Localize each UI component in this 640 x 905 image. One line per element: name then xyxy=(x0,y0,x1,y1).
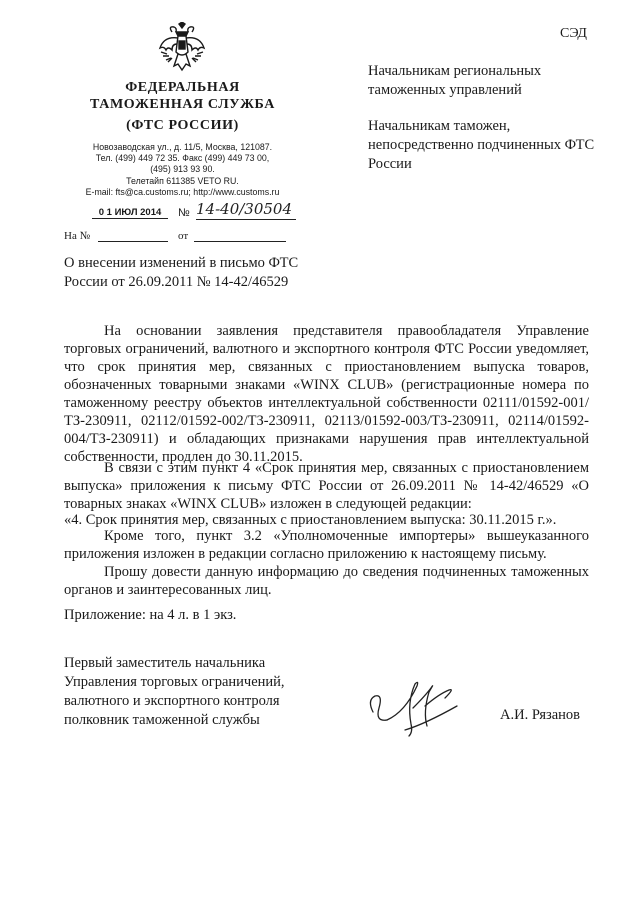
body-paragraph-4: Кроме того, пункт 3.2 «Уполномоченные импортеры» вышеуказанного приложения изложен в редакции согласно приложению к настоящему письму. xyxy=(64,528,589,562)
reference-number-blank xyxy=(98,241,168,242)
signer-position-line: Управления торговых ограничений, xyxy=(64,674,285,690)
addressee-customs: Начальникам таможен, непосредственно подчиненных ФТС России xyxy=(368,118,595,172)
reference-date-label: от xyxy=(178,230,189,242)
signer-position-line: Первый заместитель начальника xyxy=(64,655,266,671)
registration-date: 0 1 ИЮЛ 2014 xyxy=(92,207,168,219)
signer-position-line: полковник таможенной службы xyxy=(64,712,260,728)
sender-address-line: Телетайп 611385 VETO RU. xyxy=(126,176,239,186)
signer-position-line: валютного и экспортного контроля xyxy=(64,693,280,709)
double-headed-eagle-icon xyxy=(158,22,206,74)
signer-name: А.И. Рязанов xyxy=(500,707,581,723)
sender-address-line: E-mail: fts@ca.customs.ru; http://www.customs.ru xyxy=(85,187,280,197)
signer-position xyxy=(64,654,364,730)
sender-address-line: Новозаводская ул., д. 11/5, Москва, 121087. xyxy=(92,142,273,152)
addressee-regional: Начальникам региональных таможенных управлений xyxy=(368,63,542,98)
body-paragraph-1: На основании заявления представителя правообладателя Управление торговых ограничений, валютного и экспортного контроля ФТС России уведомляет, что срок принятия мер, связанных с приостановлением выпуска товаров, обозначенных товарными знаками «WINX CLUB» (регистрационные номера по таможенному реестру объектов интеллектуальной собственности 02111/01592-001/ТЗ-230911, 02112/01592-002/ТЗ-230911, 02113/01592-003/ТЗ-230911, 02114/01592-004/ТЗ-230911) и обладающих признаками нарушения прав интеллектуальной собственности, продлен до 30.11.2015. xyxy=(64,323,589,465)
reference-number-label: На № xyxy=(64,230,91,242)
registration-number-label: № xyxy=(178,207,190,219)
doc-mark: СЭД xyxy=(560,26,587,41)
letter-subject: О внесении изменений в письмо ФТС России от 26.09.2011 № 14-42/46529 xyxy=(64,255,299,290)
registration-number: 14-40/30504 xyxy=(196,200,296,220)
attachment-note: Приложение: на 4 л. в 1 экз. xyxy=(64,607,237,623)
sender-address-line: (495) 913 93 90. xyxy=(150,164,215,174)
handwritten-signature xyxy=(365,672,475,744)
reference-date-blank xyxy=(194,241,286,242)
sender-line-1: ФЕДЕРАЛЬНАЯ xyxy=(125,80,240,95)
sender-line-3: (ФТС РОССИИ) xyxy=(126,118,239,133)
sender-address-line: Тел. (499) 449 72 35. Факс (499) 449 73 00, xyxy=(95,153,270,163)
body-paragraph-3: «4. Срок принятия мер, связанных с приостановлением выпуска: 30.11.2015 г.». xyxy=(64,512,557,528)
body-paragraph-2: В связи с этим пункт 4 «Срок принятия мер, связанных с приостановлением выпуска» приложения к письму ФТС России от 26.09.2011 № 14-42/46529 «О товарных знаках «WINX CLUB» изложен в следующей редакции: xyxy=(64,460,589,512)
body-paragraph-5: Прошу довести данную информацию до сведения подчиненных таможенных органов и заинтересованных лиц. xyxy=(64,564,589,598)
sender-line-2: ТАМОЖЕННАЯ СЛУЖБА xyxy=(90,97,275,112)
